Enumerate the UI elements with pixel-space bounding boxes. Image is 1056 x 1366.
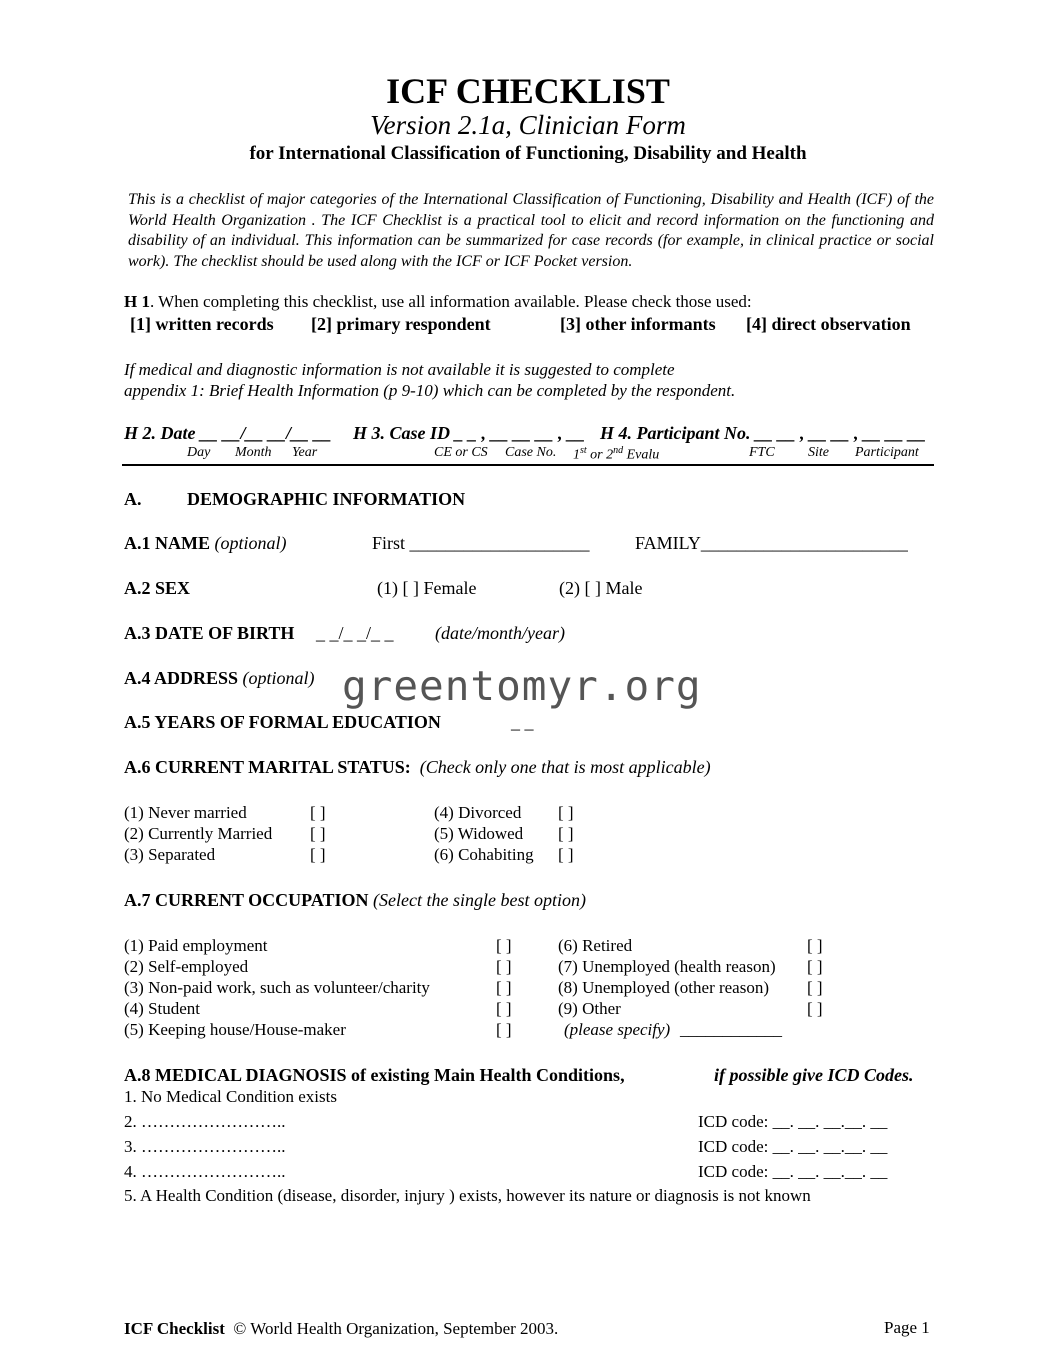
a4-address-label: A.4 ADDRESS (optional) bbox=[124, 668, 315, 688]
marital-option: (3) Separated bbox=[124, 845, 216, 864]
h4-participant-field[interactable]: H 4. Participant No. __ __ , __ __ , __ __ __ bbox=[600, 423, 927, 443]
page-number: Page 1 bbox=[884, 1318, 930, 1337]
occupation-option: (9) Other bbox=[558, 999, 621, 1018]
sub-evaluation: 1st or 2nd Evalu bbox=[573, 445, 660, 463]
occupation-checkbox[interactable]: [ ] bbox=[496, 999, 512, 1018]
diagnosis-item-4[interactable]: 4. …………………….. bbox=[124, 1162, 286, 1181]
footer-copyright: ICF Checklist © World Health Organization, September 2003. bbox=[124, 1319, 559, 1338]
sub-ftc: FTC bbox=[749, 445, 775, 460]
family-name-field[interactable]: FAMILY_______________________ bbox=[635, 533, 908, 553]
marital-option: (4) Divorced bbox=[434, 803, 522, 822]
sex-male-checkbox[interactable]: (2) [ ] Male bbox=[559, 578, 643, 598]
occupation-specify-label: (please specify) bbox=[564, 1020, 671, 1039]
marital-option: (1) Never married bbox=[124, 803, 247, 822]
icd-code-field-2[interactable]: ICD code: __. __. __.__. __ bbox=[698, 1112, 888, 1131]
h1-option-other[interactable]: [3] other informants bbox=[560, 314, 716, 334]
h3-case-id-field[interactable]: H 3. Case ID _ _ , __ __ __ , __ bbox=[353, 423, 586, 443]
marital-checkbox[interactable]: [ ] bbox=[558, 803, 574, 822]
a8-diagnosis-label: A.8 MEDICAL DIAGNOSIS of existing Main Health Conditions, bbox=[124, 1065, 625, 1085]
occupation-specify-field[interactable]: ____________ bbox=[680, 1020, 782, 1039]
occupation-option: (2) Self-employed bbox=[124, 957, 249, 976]
marital-checkbox[interactable]: [ ] bbox=[558, 824, 574, 843]
dob-format-hint: (date/month/year) bbox=[435, 623, 565, 643]
a2-sex-label: A.2 SEX bbox=[124, 578, 191, 598]
sub-participant: Participant bbox=[855, 445, 919, 460]
occupation-option: (7) Unemployed (health reason) bbox=[558, 957, 776, 976]
watermark: greentomyr.org bbox=[342, 662, 702, 710]
occupation-checkbox[interactable]: [ ] bbox=[807, 978, 823, 997]
h1-option-written[interactable]: [1] written records bbox=[130, 314, 274, 334]
section-a-letter: A. bbox=[124, 489, 142, 509]
a7-occupation-label: A.7 CURRENT OCCUPATION (Select the single best option) bbox=[124, 890, 586, 910]
sub-year: Year bbox=[292, 445, 318, 460]
occupation-option: (5) Keeping house/House-maker bbox=[124, 1020, 346, 1039]
diagnosis-item-1[interactable]: 1. No Medical Condition exists bbox=[124, 1087, 337, 1106]
h1-text: . When completing this checklist, use all information available. Please check those used: bbox=[149, 292, 752, 311]
marital-option: (6) Cohabiting bbox=[434, 845, 534, 864]
icd-code-field-3[interactable]: ICD code: __. __. __.__. __ bbox=[698, 1137, 888, 1156]
occupation-checkbox[interactable]: [ ] bbox=[496, 1020, 512, 1039]
page-title: ICF CHECKLIST bbox=[386, 71, 670, 111]
occupation-checkbox[interactable]: [ ] bbox=[496, 957, 512, 976]
a6-marital-label: A.6 CURRENT MARITAL STATUS: (Check only one that is most applicable) bbox=[124, 757, 711, 777]
occupation-option: (1) Paid employment bbox=[124, 936, 268, 955]
section-a-title: DEMOGRAPHIC INFORMATION bbox=[187, 489, 466, 509]
diagnosis-item-5[interactable]: 5. A Health Condition (disease, disorder, injury ) exists, however its nature or diagnosis is not known bbox=[124, 1186, 811, 1205]
intro-paragraph: This is a checklist of major categories of the International Classification of Functioning, Disability and Health (ICF) of the World Health Organization . The ICF Checklist is a practical tool to elicit and record information on the functioning and disability of an individual. This information can be summarized for case records (for example, in clinical practice or social work). The checklist should be used along with the ICF or ICF Pocket version. bbox=[128, 191, 934, 270]
h1-label: H 1 bbox=[124, 292, 150, 311]
note-line-1: If medical and diagnostic information is not available it is suggested to complete bbox=[124, 360, 675, 379]
first-name-field[interactable]: First ____________________ bbox=[372, 533, 590, 553]
section-divider bbox=[122, 464, 934, 466]
sex-female-checkbox[interactable]: (1) [ ] Female bbox=[377, 578, 477, 598]
marital-option: (5) Widowed bbox=[434, 824, 524, 843]
occupation-option: (4) Student bbox=[124, 999, 201, 1018]
h2-date-field[interactable]: H 2. Date __ __/__ __/__ __ bbox=[124, 423, 332, 443]
occupation-checkbox[interactable]: [ ] bbox=[807, 957, 823, 976]
sub-month: Month bbox=[235, 445, 272, 460]
h1-option-primary[interactable]: [2] primary respondent bbox=[311, 314, 491, 334]
occupation-checkbox[interactable]: [ ] bbox=[496, 978, 512, 997]
h1-line bbox=[124, 292, 752, 312]
marital-checkbox[interactable]: [ ] bbox=[310, 824, 326, 843]
occupation-option: (6) Retired bbox=[558, 936, 633, 955]
a5-education-label: A.5 YEARS OF FORMAL EDUCATION bbox=[124, 712, 441, 732]
dob-field[interactable]: _ _/_ _/_ _ bbox=[316, 623, 394, 643]
marital-checkbox[interactable]: [ ] bbox=[310, 803, 326, 822]
occupation-checkbox[interactable]: [ ] bbox=[496, 936, 512, 955]
occupation-option: (3) Non-paid work, such as volunteer/charity bbox=[124, 978, 430, 997]
form-subtitle: for International Classification of Functioning, Disability and Health bbox=[249, 143, 807, 164]
diagnosis-item-2[interactable]: 2. …………………….. bbox=[124, 1112, 286, 1131]
diagnosis-item-3[interactable]: 3. …………………….. bbox=[124, 1137, 286, 1156]
h1-option-direct[interactable]: [4] direct observation bbox=[746, 314, 911, 334]
occupation-checkbox[interactable]: [ ] bbox=[807, 936, 823, 955]
occupation-option: (8) Unemployed (other reason) bbox=[558, 978, 770, 997]
form-version: Version 2.1a, Clinician Form bbox=[370, 110, 686, 140]
a1-name-label: A.1 NAME (optional) bbox=[124, 533, 287, 553]
education-years-field[interactable]: _ _ bbox=[511, 712, 534, 732]
icd-code-field-4[interactable]: ICD code: __. __. __.__. __ bbox=[698, 1162, 888, 1181]
marital-option: (2) Currently Married bbox=[124, 824, 273, 843]
a8-icd-hint: if possible give ICD Codes. bbox=[714, 1065, 914, 1085]
sub-case-no: Case No. bbox=[505, 445, 557, 460]
a3-dob-label: A.3 DATE OF BIRTH bbox=[124, 623, 295, 643]
sub-ce-cs: CE or CS bbox=[434, 445, 488, 460]
marital-checkbox[interactable]: [ ] bbox=[310, 845, 326, 864]
sub-site: Site bbox=[808, 445, 829, 460]
marital-checkbox[interactable]: [ ] bbox=[558, 845, 574, 864]
occupation-checkbox[interactable]: [ ] bbox=[807, 999, 823, 1018]
note-line-2: appendix 1: Brief Health Information (p 9-10) which can be completed by the respondent. bbox=[124, 381, 736, 400]
sub-day: Day bbox=[187, 445, 211, 460]
